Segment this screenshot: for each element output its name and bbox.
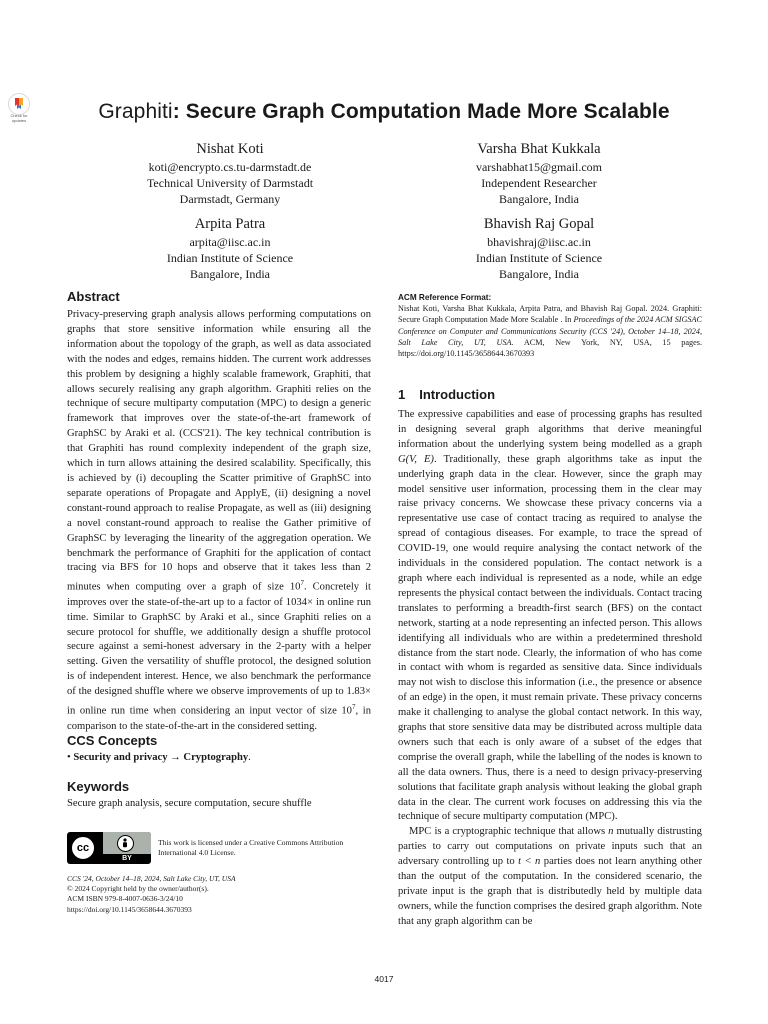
abstract-exponent-2: 7 bbox=[351, 703, 356, 712]
intro-heading-number: 1 bbox=[398, 387, 406, 402]
footer-isbn: ACM ISBN 979-8-4007-0636-3/24/10 bbox=[67, 894, 183, 904]
abstract-text bbox=[67, 308, 371, 734]
paper-title bbox=[0, 100, 768, 124]
author-location: Bangalore, India bbox=[499, 192, 579, 206]
author-name: Bhavish Raj Gopal bbox=[483, 216, 595, 232]
intro-p2-part-b: mutually distrusting parties to carry out computations on private inputs such that an adversary controlling up to bbox=[398, 826, 702, 868]
acm-ref-proceedings: Proceedings of the 2024 ACM SIGSAC Conference on Computer and Communications Security (CCS '24), October 14–18, 2024, Salt Lake City, UT, USA. bbox=[398, 315, 702, 347]
author-location: Darmstadt, Germany bbox=[179, 192, 281, 206]
intro-n-symbol: n bbox=[608, 826, 614, 838]
license-text: This work is licensed under a Creative Commons Attribution International 4.0 License. bbox=[158, 838, 344, 857]
acm-ref-text bbox=[398, 303, 702, 359]
author-block-3 bbox=[85, 214, 375, 282]
badge-label: Check for updates bbox=[10, 113, 28, 123]
author-block-1 bbox=[85, 139, 375, 207]
conference-footer bbox=[67, 874, 371, 915]
author-name: Arpita Patra bbox=[194, 216, 266, 232]
ccs-subconcept: Cryptography bbox=[183, 752, 249, 763]
ccs-section bbox=[67, 733, 371, 766]
person-icon bbox=[117, 835, 134, 852]
footer-conference: CCS '24, October 14–18, 2024, Salt Lake City, UT, USA bbox=[67, 874, 236, 883]
acm-reference bbox=[398, 292, 702, 359]
author-location: Bangalore, India bbox=[190, 267, 270, 281]
ccs-concepts bbox=[67, 751, 371, 766]
author-email[interactable]: koti@encrypto.cs.tu-darmstadt.de bbox=[148, 160, 312, 174]
abstract-part-2: . Concretely it improves over the state-of-the-art up to a factor of 1034× in online run time. Similar to GraphSC by Araki et al., since Graphiti relies on a secure protocol for shuffle, we additionally design a shuffle protocol secure against a semi-honest adversary in the 2-party with a helper setting. Given the versatility of shuffle protocol, the designed solution is of independent interest. Hence, we also benchmark the performance of the designed shuffle where we observe improvements of up to 1.83× in online run time when considering an input vector of size 10 bbox=[67, 581, 371, 717]
cc-by-license-logo[interactable] bbox=[67, 832, 151, 864]
author-affiliation: Indian Institute of Science bbox=[166, 251, 294, 265]
acm-ref-part-1: Nishat Koti, Varsha Bhat Kukkala, Arpita Patra, and Bhavish Raj Gopal. 2024. Graphiti: Secure Graph Computation Made More Scalable . In bbox=[398, 304, 702, 325]
cc-icon bbox=[70, 835, 96, 861]
intro-p2-part-c: parties does not learn anything other than the output of the computation. In the considered scenario, the private input is the graph that is distributedly held by multiple data owners, while the function comprises the desired graph algorithm. Note that any graph algorithm can be bbox=[398, 856, 703, 927]
author-block-4 bbox=[394, 214, 684, 282]
ccs-arrow: → bbox=[167, 752, 184, 763]
page-number: 4017 bbox=[374, 974, 394, 984]
title-prefix: Graphiti bbox=[98, 100, 173, 123]
keywords-section bbox=[67, 779, 371, 812]
intro-p1-part-a: The expressive capabilities and ease of processing graphs has resulted in designing several graph algorithms that derive meaningful information about the underlying system being modelled as a graph bbox=[398, 409, 702, 450]
ccs-concept: Security and privacy bbox=[73, 752, 168, 763]
ccs-end: . bbox=[248, 752, 251, 763]
acm-ref-part-2: ACM, New York, NY, USA, 15 pages. https://doi.org/10.1145/3658644.3670393 bbox=[398, 337, 702, 359]
footer-copyright: © 2024 Copyright held by the owner/author(s). bbox=[67, 884, 209, 894]
keywords-text: Secure graph analysis, secure computation, secure shuffle bbox=[67, 798, 312, 809]
intro-heading-text: Introduction bbox=[419, 387, 496, 402]
author-affiliation: Indian Institute of Science bbox=[475, 251, 603, 265]
intro-paragraph-2 bbox=[398, 825, 702, 929]
abstract-section bbox=[67, 289, 371, 734]
intro-threshold-notation: t < n bbox=[518, 856, 541, 868]
abstract-part-1: Privacy-preserving graph analysis allows performing computations on graphs that store sensitive information while ensuring all the information about the topology of the graph, as well as data associated with the nodes and edges, remains hidden. The current work addresses this problem by designing a highly scalable framework, Graphiti, that allows securely realising any graph algorithm. Graphiti relies on the technique of secure multiparty computation (MPC) to design a generic framework that improves over the state-of-the-art framework of GraphSC by Araki et al. (CCS'21). The key technical contribution is that Graphiti has round complexity independent of the graph size, which in turn allows attaining the desired scalability. Specifically, this is achieved by (i) decoupling the Scatter primitive of GraphSC into separate operations of Propagate and ApplyE, (ii) designing a novel constant-round approach to realise Propagate, as well as (iii) designing a novel constant-round approach to realise the Gather primitive of GraphSC by leveraging the linearity of the aggregation operation. We benchmark the performance of Graphiti for the application of contact tracing via BFS for 10 hops and observe that it takes less than 2 minutes when computing over a graph of size 10 bbox=[67, 309, 371, 593]
acm-ref-heading: ACM Reference Format: bbox=[398, 293, 492, 302]
keywords-heading: Keywords bbox=[67, 779, 130, 794]
abstract-heading: Abstract bbox=[67, 289, 120, 304]
author-name: Varsha Bhat Kukkala bbox=[477, 141, 601, 157]
author-affiliation: Technical University of Darmstadt bbox=[146, 176, 314, 190]
author-email[interactable]: bhavishraj@iisc.ac.in bbox=[487, 235, 591, 249]
author-email[interactable]: arpita@iisc.ac.in bbox=[189, 235, 271, 249]
author-block-2 bbox=[394, 139, 684, 207]
abstract-exponent-1: 7 bbox=[300, 579, 304, 588]
cc-text: cc bbox=[76, 842, 90, 854]
intro-paragraph-1 bbox=[398, 408, 702, 825]
ccs-bullet: • bbox=[67, 752, 74, 763]
intro-graph-notation: G(V, E) bbox=[398, 453, 434, 465]
author-affiliation: Independent Researcher bbox=[481, 176, 597, 190]
intro-p2-part-a: MPC is a cryptographic technique that allows bbox=[409, 826, 609, 838]
intro-heading bbox=[398, 387, 702, 402]
ccs-heading: CCS Concepts bbox=[67, 733, 158, 748]
title-main: : Secure Graph Computation Made More Scalable bbox=[172, 100, 670, 123]
footer-doi[interactable]: https://doi.org/10.1145/3658644.3670393 bbox=[67, 904, 192, 914]
abstract-part-3: , in comparison to the state-of-the-art in the considered setting. bbox=[67, 705, 371, 732]
by-label: BY bbox=[122, 855, 132, 862]
author-location: Bangalore, India bbox=[499, 267, 579, 281]
introduction-section bbox=[398, 387, 702, 930]
author-name: Nishat Koti bbox=[196, 141, 264, 157]
intro-p1-part-b: . Traditionally, these graph algorithms take as input the underlying graph data in the clear. However, since the graph may model sensitive user information, processing them in the clear may raise privacy concerns. We showcase these privacy concerns via a representative use case of contact tracing as required to analyse the spread of contagious diseases. For example, to trace the spread of COVID-19, one would require analysing the contact network of the individuals in the considered population. The contact network is a graph where each individual is represented as a node, while an edge represents the physical contact between the individuals. Contact tracing translates to performing a breadth-first search (BFS) on the contact network, starting at a node representing an infected person. This allows identifying all individuals who are within a predetermined threshold distance from the start node. Clearly, the information of who has come in contact with whom is regarded as sensitive data. Since individuals may not wish to disclose this information (i.e., the presence or absence of an edge) in the open, it must remain private. These privacy concerns make it challenging to analyse the global contact network. In this way, graphs that store sensitive data may be distributed across multiple data owners such that each is only aware of a subset of the edges that comprise the overall graph, while the labelling of the nodes is known to all the data owners. Thus, there is a need to design privacy-preserving solutions that facilitate graph analysis without leaking the global graph data in the clear. The current work focuses on addressing this via the technique of secure multiparty computation (MPC). bbox=[398, 453, 702, 823]
author-email[interactable]: varshabhat15@gmail.com bbox=[475, 160, 603, 174]
